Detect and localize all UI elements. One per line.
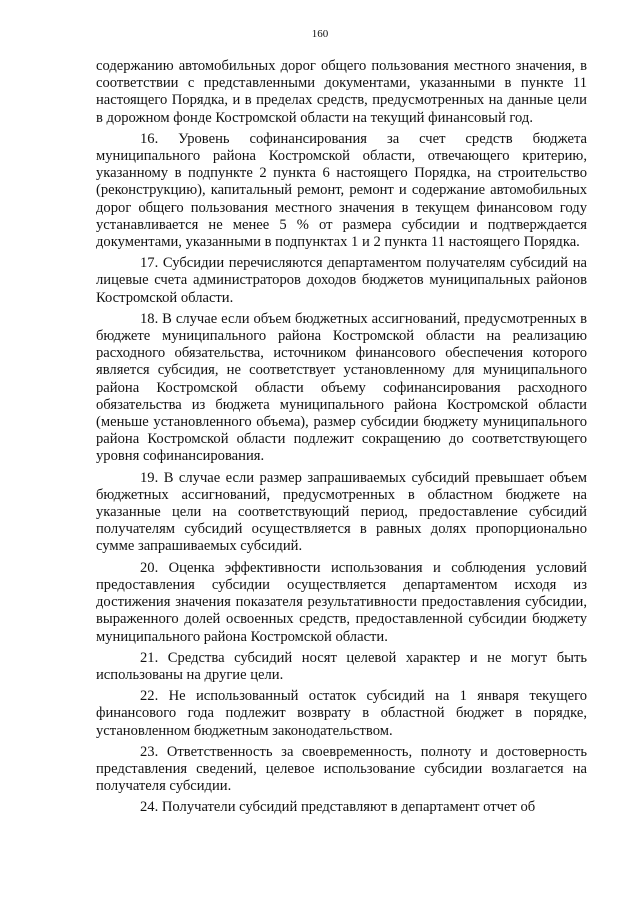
paragraph-17: 17. Субсидии перечисляются департаментом получателям субсидий на лицевые счета администраторов доходов бюджетов муниципальных районов Костромской области. [96,255,587,306]
paragraph-16: 16. Уровень софинансирования за счет средств бюджета муниципального района Костромской области, отвечающего критерию, указанному в подпункте 2 пункта 6 настоящего Порядка, на строительство (реконструкцию), капитальный ремонт, ремонт и содержание автомобильных дорог общего пользования местного значения в текущем финансовом году устанавливается не менее 5 % от размера субсидии и подтверждается документами, указанными в подпунктах 1 и 2 пункта 11 настоящего Порядка. [96,130,587,251]
paragraph-19: 19. В случае если размер запрашиваемых субсидий превышает объем бюджетных ассигнований, предусмотренных в областном бюджете на указанные цели на соответствующий период, предоставление субсидий получателям субсидий осуществляется в равных долях пропорционально сумме запрашиваемых субсидий. [96,469,587,555]
paragraph-continuation: содержанию автомобильных дорог общего пользования местного значения, в соответствии с представленными документами, указанными в пункте 11 настоящего Порядка, и в пределах средств, предусмотренных на данные цели в дорожном фонде Костромской области на текущий финансовый год. [96,58,587,126]
document-body [96,58,587,821]
paragraph-18: 18. В случае если объем бюджетных ассигнований, предусмотренных в бюджете муниципального района Костромской области на реализацию расходного обязательства, источником финансового обеспечения которого является субсидия, не соответствует установленному для муниципального района Костромской области объему софинансирования расходного обязательства из бюджета муниципального района Костромской области (меньше установленного объема), размер субсидии бюджету муниципального района Костромской области подлежит сокращению до соответствующего уровня софинансирования. [96,310,587,465]
paragraph-20: 20. Оценка эффективности использования и соблюдения условий предоставления субсидии осуществляется департаментом исходя из достижения значения показателя результативности предоставления субсидии, выраженного долей освоенных средств, предоставленной субсидии бюджету муниципального района Костромской области. [96,559,587,645]
paragraph-24: 24. Получатели субсидий представляют в департамент отчет об [140,799,536,816]
paragraph-21: 21. Средства субсидий носят целевой характер и не могут быть использованы на другие цели. [96,649,587,683]
paragraph-23: 23. Ответственность за своевременность, полноту и достоверность представления сведений, целевое использование субсидии возлагается на получателя субсидии. [96,743,587,795]
paragraph-22: 22. Не использованный остаток субсидий на 1 января текущего финансового года подлежит возврату в областной бюджет в порядке, установленном бюджетным законодательством. [96,688,587,739]
page-number: 160 [311,28,329,40]
